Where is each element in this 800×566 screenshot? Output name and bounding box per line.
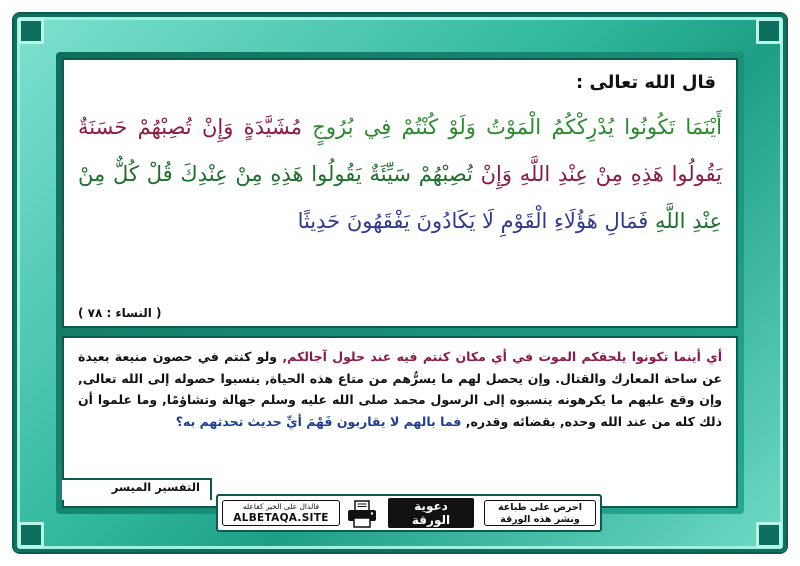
footer bbox=[216, 494, 602, 532]
slogan-line-1: احرص على طباعة bbox=[497, 502, 583, 513]
slogan-line-2: ونشر هذه الورقة bbox=[500, 514, 580, 525]
tafsir-source: التفسير الميسر bbox=[111, 480, 200, 494]
tafsir-part-3: فما بالهم لا يقاربون فَهْمَ أيِّ حديث تحدثهم به؟ bbox=[175, 413, 466, 429]
site-box bbox=[222, 500, 340, 526]
dawa-logo bbox=[388, 498, 474, 528]
slogan-box bbox=[484, 500, 596, 526]
verse-panel bbox=[62, 58, 738, 328]
frame-corner bbox=[18, 18, 44, 44]
verse-line-2: مُشَيَّدَةٍ وَإِنْ تُصِبْهُمْ حَسَنَةٌ يَقُولُوا هَذِهِ مِنْ عِنْدِ اللَّهِ وَإِنْ bbox=[78, 115, 722, 186]
heading: قال الله تعالى : bbox=[575, 72, 716, 93]
verse-line-1: أَيْنَمَا تَكُونُوا يُدْرِكْكُمُ الْمَوْتُ وَلَوْ كُنْتُمْ فِي بُرُوجٍ bbox=[312, 115, 722, 139]
frame-corner bbox=[756, 522, 782, 548]
frame-corner bbox=[18, 522, 44, 548]
logo-line-1: دعوية bbox=[414, 499, 448, 513]
verse-reference: ( النساء : ٧٨ ) bbox=[78, 306, 162, 320]
verse-line-4: فَمَالِ هَؤُلَاءِ الْقَوْمِ لَا يَكَادُونَ يَفْقَهُونَ حَدِيثًا bbox=[297, 209, 649, 233]
logo-line-2: الورقة bbox=[411, 513, 451, 527]
tafsir-text bbox=[78, 346, 722, 432]
tafsir-part-1: أي أينما تكونوا يلحقكم الموت في أي مكان كنتم فيه عند حلول آجالكم, bbox=[282, 349, 722, 364]
verse-line-3: تُصِبْهُمْ سَيِّئَةٌ يَقُولُوا هَذِهِ مِنْ عِنْدِكَ قُلْ كُلٌّ مِنْ عِنْدِ اللَّهِ bbox=[78, 162, 722, 233]
site-link[interactable]: ALBETAQA.SITE bbox=[233, 512, 329, 524]
site-tagline: فالدال على الخير كفاعله bbox=[242, 502, 320, 511]
quran-verse bbox=[78, 104, 722, 245]
frame-corner bbox=[756, 18, 782, 44]
printer-icon bbox=[346, 500, 378, 528]
tafsir-part-2: ولو كنتم في حصون منيعة بعيدة عن ساحة المعارك والقتال. وإن يحصل لهم ما يسرُّهم من متاع هذه الحياة, ينسبوا حصوله إلى الله تعالى, وإن وقع عليهم ما يكرهونه ينسبوه إلى الرسول محمد صلى الله عليه وسلم جهالة وتشاؤمًا, وما علموا أن ذلك كله من عند الله وحده, بقضائه وقدره, bbox=[78, 349, 722, 429]
